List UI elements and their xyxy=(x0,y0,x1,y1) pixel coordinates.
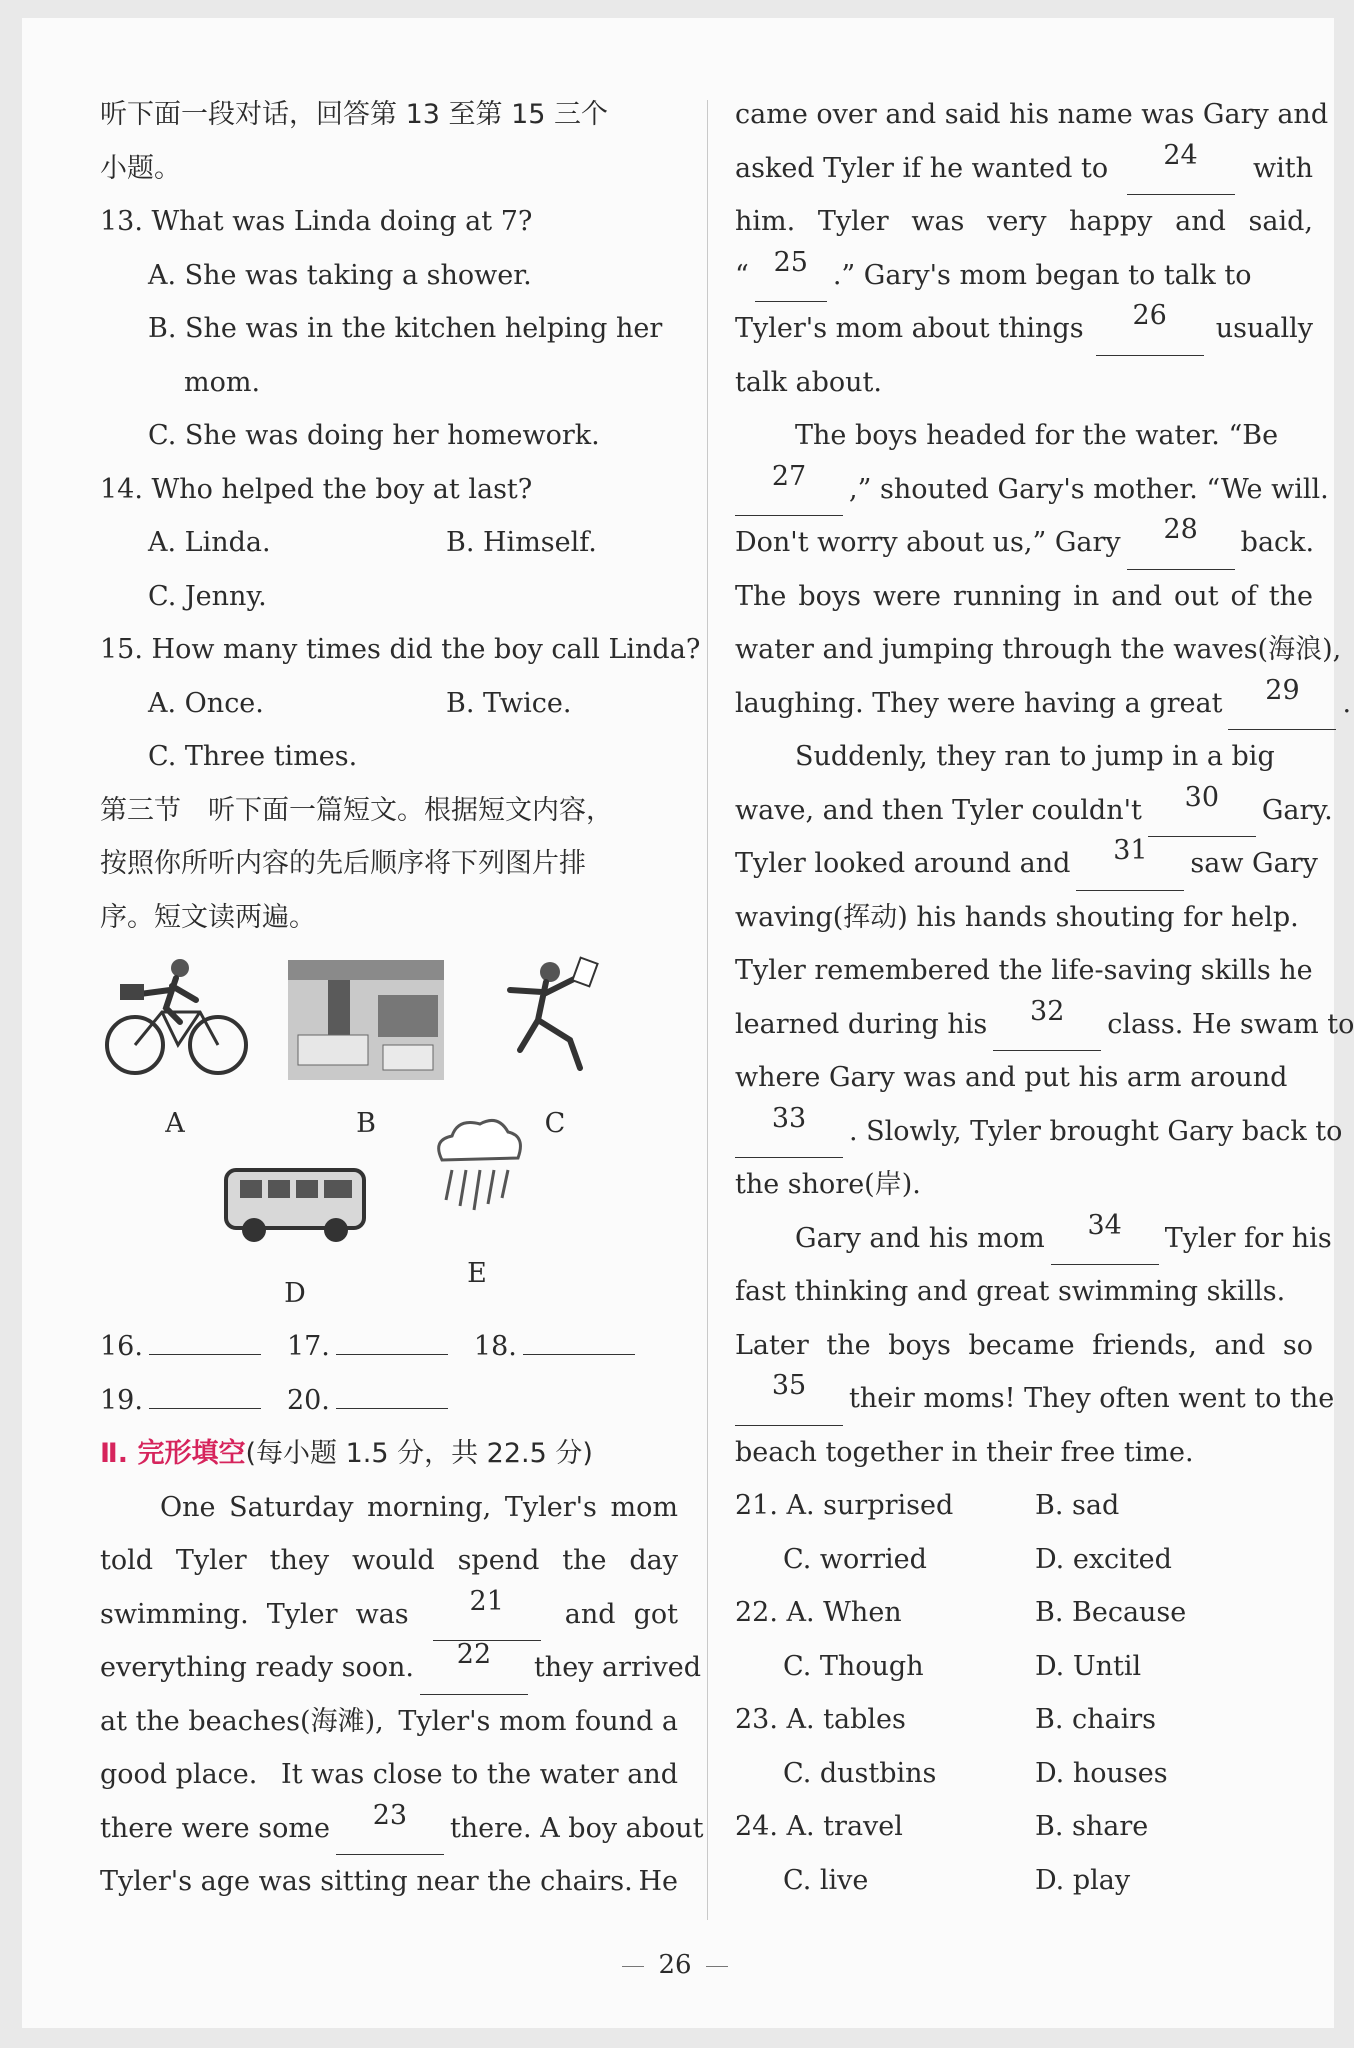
q14-option-b: B. Himself. xyxy=(446,527,597,558)
q15-option-a: A. Once. xyxy=(148,687,264,719)
cyclist-icon xyxy=(100,950,250,1080)
page-number-dash-right xyxy=(706,1966,728,1967)
section3-instruction-3: 序。短文读两遍。 xyxy=(100,901,316,933)
blank-33[interactable]: 33 xyxy=(735,1105,843,1159)
passage-line-16: 27 ,” shouted Gary's mother. “We will. xyxy=(735,463,1313,517)
q21-options-ab xyxy=(735,1479,1313,1533)
question-15-stem: 15. How many times did the boy call Linda? xyxy=(100,634,701,665)
passage-line-10: asked Tyler if he wanted to 24 with xyxy=(735,142,1313,196)
q24-options-cd xyxy=(735,1854,1313,1908)
passage-line-30: Gary and his mom 34 Tyler for his xyxy=(735,1212,1313,1266)
q24-option-a[interactable]: 24. A. travel xyxy=(735,1811,903,1842)
cloze-title: Ⅱ. 完形填空 xyxy=(100,1438,246,1469)
blank-25[interactable]: 25 xyxy=(755,249,827,303)
listening-intro-2: 小题。 xyxy=(100,152,181,184)
page-number-value: 26 xyxy=(658,1950,692,1980)
q21-option-a[interactable]: 21. A. surprised xyxy=(735,1490,954,1521)
passage-line-13: Tyler's mom about things 26 usually xyxy=(735,302,1313,356)
blank-28[interactable]: 28 xyxy=(1127,516,1235,570)
passage-line-34: beach together in their free time. xyxy=(735,1436,1194,1468)
q21-options-cd xyxy=(735,1533,1313,1587)
blank-26[interactable]: 26 xyxy=(1096,302,1204,356)
q15-options-ab xyxy=(100,677,678,731)
passage-line-20: laughing. They were having a great 29 . xyxy=(735,677,1313,731)
passage-line-12: “ 25 .” Gary's mom began to talk to xyxy=(735,249,1313,303)
q23-option-c[interactable]: C. dustbins xyxy=(783,1757,937,1789)
q22-options-cd xyxy=(735,1640,1313,1694)
picture-set xyxy=(100,950,678,1320)
page-number-dash-left xyxy=(622,1966,644,1967)
q22-option-c[interactable]: C. Though xyxy=(783,1650,924,1682)
picture-a-label: A xyxy=(165,1107,185,1139)
passage-line-3: swimming. Tyler was 21 and got xyxy=(100,1588,678,1642)
blank-31[interactable]: 31 xyxy=(1076,837,1184,891)
picture-d-label: D xyxy=(284,1277,306,1309)
right-column xyxy=(735,88,1354,1907)
picture-b-label: B xyxy=(356,1107,376,1139)
blank-21[interactable]: 21 xyxy=(433,1588,541,1642)
passage-line-5: at the beaches(海滩), Tyler's mom found a xyxy=(100,1705,678,1737)
passage-line-19: water and jumping through the waves(海浪), xyxy=(735,634,1342,665)
q24-option-c[interactable]: C. live xyxy=(783,1864,869,1896)
blank-24[interactable]: 24 xyxy=(1127,142,1235,196)
column-divider xyxy=(707,100,708,1920)
q22-options-ab xyxy=(735,1586,1313,1640)
blank-23[interactable]: 23 xyxy=(336,1802,444,1856)
q22-option-b[interactable]: B. Because xyxy=(1035,1597,1187,1628)
running-man-icon xyxy=(480,950,630,1080)
picture-c-label: C xyxy=(544,1107,566,1139)
picture-e-label: E xyxy=(467,1257,487,1289)
passage-line-15: The boys headed for the water. “Be xyxy=(795,420,1279,451)
passage-line-29: the shore(岸). xyxy=(735,1169,921,1200)
passage-line-28: 33 . Slowly, Tyler brought Gary back to xyxy=(735,1105,1313,1159)
passage-line-6: good place. It was close to the water and xyxy=(100,1759,678,1790)
q22-option-d[interactable]: D. Until xyxy=(1035,1650,1142,1682)
answer-16[interactable]: 16. xyxy=(100,1320,261,1374)
picture-d xyxy=(220,1140,370,1311)
q23-options-cd xyxy=(735,1747,1313,1801)
left-column xyxy=(100,88,704,1909)
passage-line-14: talk about. xyxy=(735,366,882,398)
question-13-stem: 13. What was Linda doing at 7? xyxy=(100,206,533,237)
blank-27[interactable]: 27 xyxy=(735,463,843,517)
blank-30[interactable]: 30 xyxy=(1148,784,1256,838)
cloze-scoring-note: (每小题 1.5 分，共 22.5 分) xyxy=(245,1438,593,1469)
q13-option-c: C. She was doing her homework. xyxy=(148,420,600,451)
passage-line-22: wave, and then Tyler couldn't 30 Gary. xyxy=(735,784,1313,838)
page-number xyxy=(0,1950,1350,1980)
passage-line-1: One Saturday morning, Tyler's mom xyxy=(160,1491,678,1523)
answer-19[interactable]: 19. xyxy=(100,1374,261,1428)
blank-32[interactable]: 32 xyxy=(993,998,1101,1052)
q24-options-ab xyxy=(735,1800,1313,1854)
passage-line-2: told Tyler they would spend the day xyxy=(100,1545,678,1576)
q21-option-b[interactable]: B. sad xyxy=(1035,1490,1120,1521)
blank-35[interactable]: 35 xyxy=(735,1372,843,1426)
q23-options-ab xyxy=(735,1693,1313,1747)
q15-option-b: B. Twice. xyxy=(446,687,572,719)
q13-option-b: B. She was in the kitchen helping her xyxy=(148,313,663,344)
q14-option-a: A. Linda. xyxy=(148,527,271,558)
q15-option-c: C. Three times. xyxy=(148,741,358,772)
section3-instruction-2: 按照你所听内容的先后顺序将下列图片排 xyxy=(100,848,586,879)
q13-option-a: A. She was taking a shower. xyxy=(148,259,532,291)
bus-icon xyxy=(220,1140,370,1250)
passage-line-4: everything ready soon. 22 they arrived xyxy=(100,1641,678,1695)
blank-29[interactable]: 29 xyxy=(1228,677,1336,731)
q24-option-b[interactable]: B. share xyxy=(1035,1811,1149,1842)
picture-b xyxy=(288,960,444,1141)
q23-option-a[interactable]: 23. A. tables xyxy=(735,1704,906,1735)
picture-a xyxy=(100,950,250,1141)
answer-17[interactable]: 17. xyxy=(287,1320,448,1374)
passage-line-25: Tyler remembered the life-saving skills he xyxy=(735,955,1313,986)
blank-22[interactable]: 22 xyxy=(420,1641,528,1695)
passage-line-32: Later the boys became friends, and so xyxy=(735,1329,1313,1361)
passage-line-18: The boys were running in and out of the xyxy=(735,580,1313,612)
passage-line-11: him. Tyler was very happy and said, xyxy=(735,206,1313,237)
room-icon xyxy=(288,960,444,1080)
q13-option-b-cont: mom. xyxy=(184,366,261,398)
q21-option-d[interactable]: D. excited xyxy=(1035,1543,1172,1575)
passage-line-26: learned during his 32 class. He swam to xyxy=(735,998,1313,1052)
passage-line-7: there were some 23 there. A boy about xyxy=(100,1802,678,1856)
answer-18[interactable]: 18. xyxy=(474,1320,635,1374)
q14-options-ab xyxy=(100,516,678,570)
passage-line-9: came over and said his name was Gary and xyxy=(735,99,1329,130)
picture-e xyxy=(422,1110,532,1291)
q23-option-b[interactable]: B. chairs xyxy=(1035,1704,1157,1735)
q22-option-a[interactable]: 22. A. When xyxy=(735,1597,902,1628)
passage-line-27: where Gary was and put his arm around xyxy=(735,1062,1288,1093)
answer-row-2 xyxy=(100,1374,678,1428)
passage-line-24: waving(挥动) his hands shouting for help. xyxy=(735,901,1299,933)
blank-34[interactable]: 34 xyxy=(1051,1212,1159,1266)
rain-cloud-icon xyxy=(422,1110,532,1230)
cloze-header xyxy=(100,1427,678,1481)
answer-row-1 xyxy=(100,1320,678,1374)
q21-option-c[interactable]: C. worried xyxy=(783,1543,927,1575)
passage-line-8: Tyler's age was sitting near the chairs. He xyxy=(100,1866,678,1897)
q23-option-d[interactable]: D. houses xyxy=(1035,1757,1168,1789)
passage-line-23: Tyler looked around and 31 saw Gary xyxy=(735,837,1313,891)
passage-line-17: Don't worry about us,” Gary 28 back. xyxy=(735,516,1313,570)
q14-option-c: C. Jenny. xyxy=(148,580,267,612)
question-14-stem: 14. Who helped the boy at last? xyxy=(100,473,533,505)
answer-20[interactable]: 20. xyxy=(287,1374,448,1428)
passage-line-21: Suddenly, they ran to jump in a big xyxy=(795,741,1275,772)
q24-option-d[interactable]: D. play xyxy=(1035,1864,1131,1896)
section3-instruction: 第三节 听下面一篇短文。根据短文内容， xyxy=(100,794,613,826)
passage-line-31: fast thinking and great swimming skills. xyxy=(735,1276,1286,1307)
listening-intro: 听下面一段对话，回答第 13 至第 15 三个 xyxy=(100,99,609,130)
passage-line-33: 35 their moms! They often went to the xyxy=(735,1372,1313,1426)
